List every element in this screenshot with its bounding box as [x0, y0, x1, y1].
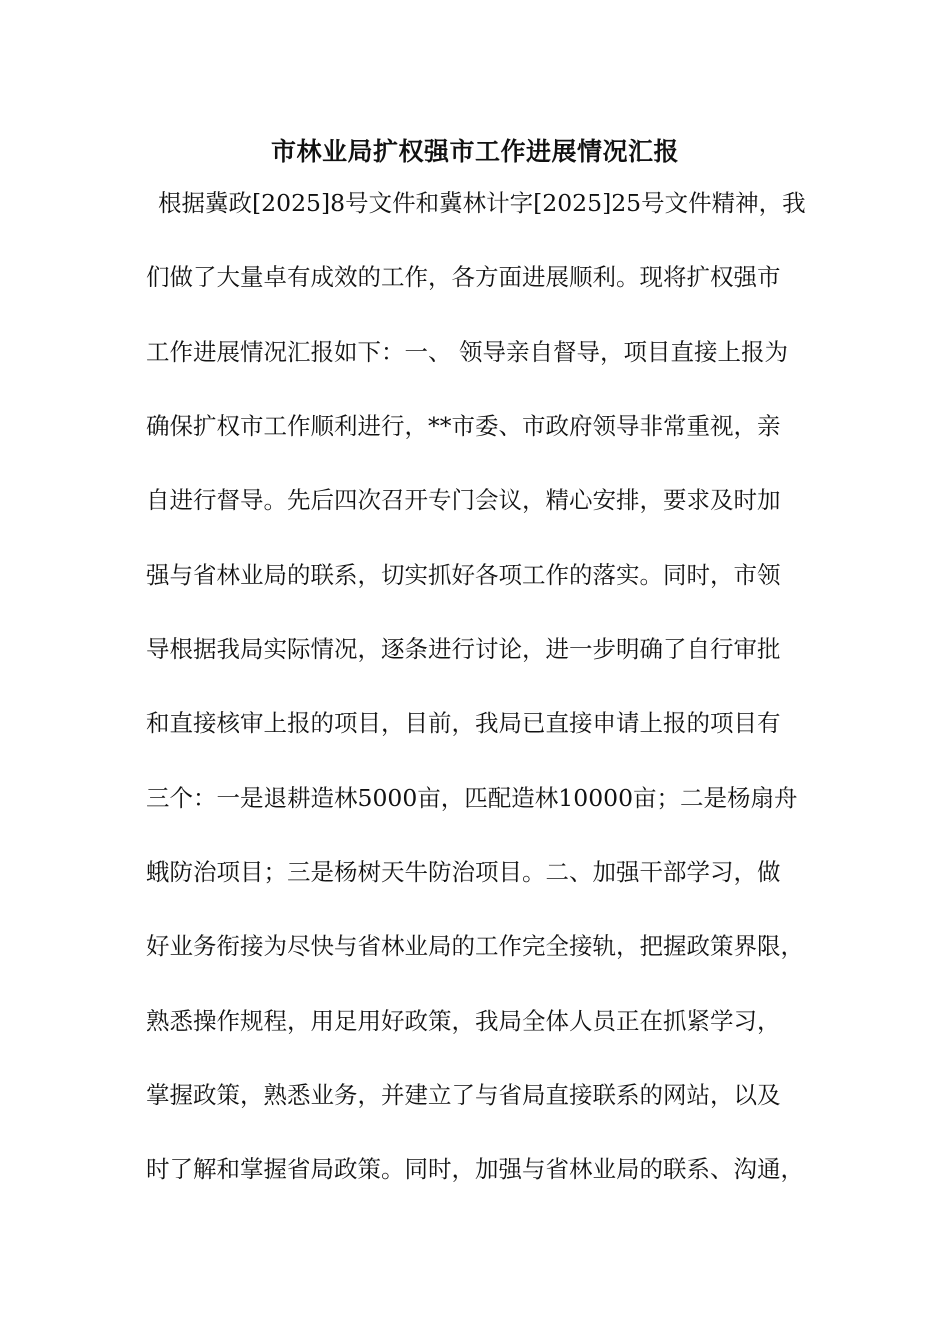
body-line: 自进行督导。先后四次召开专门会议，精心安排，要求及时加	[146, 486, 781, 514]
body-line: 蛾防治项目；三是杨树天牛防治项目。二、加强干部学习，做	[146, 858, 781, 886]
body-line: 时了解和掌握省局政策。同时，加强与省林业局的联系、沟通，	[146, 1155, 804, 1183]
body-line: 根据冀政[2025]8号文件和冀林计字[2025]25号文件精神，我	[158, 189, 806, 217]
body-line: 和直接核审上报的项目，目前，我局已直接申请上报的项目有	[146, 709, 781, 737]
body-line: 强与省林业局的联系，切实抓好各项工作的落实。同时，市领	[146, 561, 781, 589]
document-title: 市林业局扩权强市工作进展情况汇报	[270, 137, 679, 166]
body-line: 工作进展情况汇报如下：一、 领导亲自督导，项目直接上报为	[146, 338, 788, 366]
body-line: 掌握政策，熟悉业务，并建立了与省局直接联系的网站，以及	[146, 1081, 781, 1109]
body-line: 确保扩权市工作顺利进行，**市委、市政府领导非常重视，亲	[146, 412, 781, 440]
body-line: 们做了大量卓有成效的工作，各方面进展顺利。现将扩权强市	[146, 263, 781, 291]
body-line: 熟悉操作规程，用足用好政策，我局全体人员正在抓紧学习，	[146, 1007, 781, 1035]
body-line: 导根据我局实际情况，逐条进行讨论，进一步明确了自行审批	[146, 635, 781, 663]
body-line: 三个：一是退耕造林5000亩，匹配造林10000亩；二是杨扇舟	[146, 784, 798, 812]
body-line: 好业务衔接为尽快与省林业局的工作完全接轨，把握政策界限，	[146, 932, 804, 960]
